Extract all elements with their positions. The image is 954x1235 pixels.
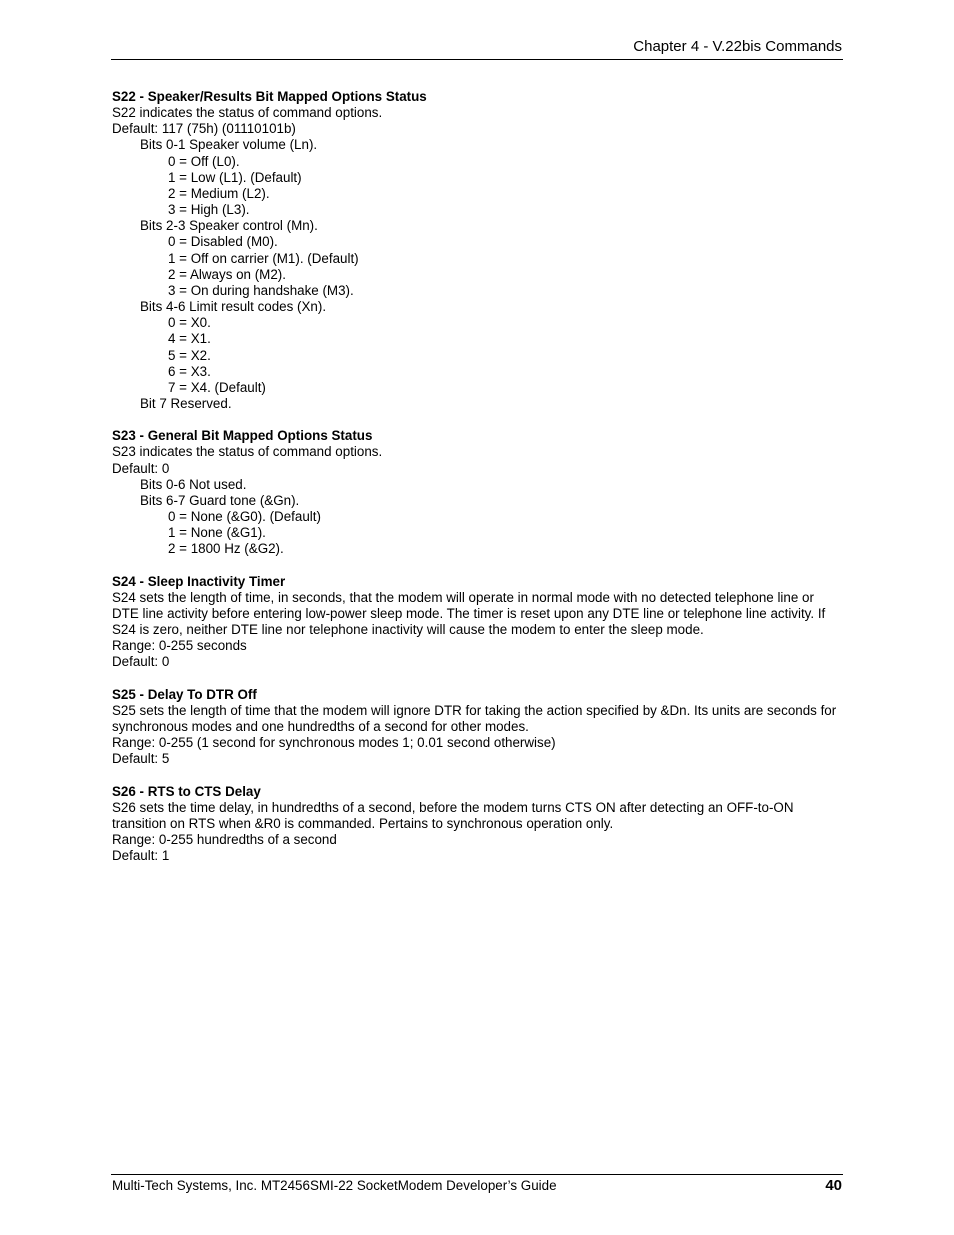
section-line: Bits 4-6 Limit result codes (Xn). [140,299,327,315]
section-paragraph: S25 sets the length of time that the modem will ignore DTR for taking the action specified by &Dn. Its units are seconds for synchronous modes and one hundredths of a second for other modes. [112,702,837,735]
section-line: Default: 0 [112,654,170,670]
register-section [112,574,837,671]
header-rule [111,59,843,60]
section-line: 0 = X0. [168,315,211,331]
section-heading: S24 - Sleep Inactivity Timer [112,573,286,589]
section-line: 1 = None (&G1). [168,525,266,541]
section-line: 3 = High (L3). [168,202,250,218]
section-line: 4 = X1. [168,331,211,347]
section-line: 0 = None (&G0). (Default) [168,509,321,525]
section-line: 0 = Off (L0). [168,153,240,169]
page-number: 40 [825,1177,842,1194]
section-heading: S23 - General Bit Mapped Options Status [112,428,373,444]
footer-rule [111,1174,843,1175]
section-line: 1 = Low (L1). (Default) [168,169,302,185]
section-line: 2 = 1800 Hz (&G2). [168,541,284,557]
section-line: Range: 0-255 hundredths of a second [112,832,337,848]
section-line: Bits 2-3 Speaker control (Mn). [140,218,318,234]
section-line: S23 indicates the status of command options. [112,444,383,460]
section-line: 1 = Off on carrier (M1). (Default) [168,250,359,266]
section-line: Default: 1 [112,848,170,864]
footer-title: Multi-Tech Systems, Inc. MT2456SMI-22 SocketModem Developer’s Guide [112,1178,557,1193]
section-line: Default: 117 (75h) (01110101b) [112,121,296,137]
section-heading: S22 - Speaker/Results Bit Mapped Options Status [112,89,427,104]
chapter-header: Chapter 4 - V.22bis Commands [633,38,842,55]
section-heading: S25 - Delay To DTR Off [112,686,257,702]
register-section [112,687,837,768]
section-paragraph: S24 sets the length of time, in seconds, that the modem will operate in normal mode with no detected telephone line or DTE line activity before entering low-power sleep mode. The timer is reset upon any DTE line or telephone line activity. If S24 is zero, neither DTE line nor telephone inactivity will cause the modem to enter the sleep mode. [112,589,826,638]
section-line: 0 = Disabled (M0). [168,234,278,250]
section-line: Bit 7 Reserved. [140,395,232,411]
section-paragraph: S26 sets the time delay, in hundredths of a second, before the modem turns CTS ON after detecting an OFF-to-ON transition on RTS when &R0 is commanded. Pertains to synchronous operation only. [112,799,794,831]
section-line: Range: 0-255 seconds [112,638,247,654]
section-line: Bits 0-6 Not used. [140,476,247,492]
section-line: Bits 0-1 Speaker volume (Ln). [140,137,318,153]
section-line: Default: 0 [112,460,170,476]
register-section [112,89,837,412]
section-line: Default: 5 [112,751,170,767]
section-line: 6 = X3. [168,363,211,379]
section-line: 7 = X4. (Default) [168,379,266,395]
register-section [112,428,837,557]
section-line: 3 = On during handshake (M3). [168,282,354,298]
section-line: Bits 6-7 Guard tone (&Gn). [140,492,300,508]
document-body [112,89,837,881]
section-line: 2 = Always on (M2). [168,266,286,282]
section-line: 5 = X2. [168,347,211,363]
section-heading: S26 - RTS to CTS Delay [112,783,261,799]
section-line: S22 indicates the status of command options. [112,105,383,121]
section-line: Range: 0-255 (1 second for synchronous modes 1; 0.01 second otherwise) [112,735,556,751]
section-line: 2 = Medium (L2). [168,185,270,201]
register-section [112,784,837,865]
